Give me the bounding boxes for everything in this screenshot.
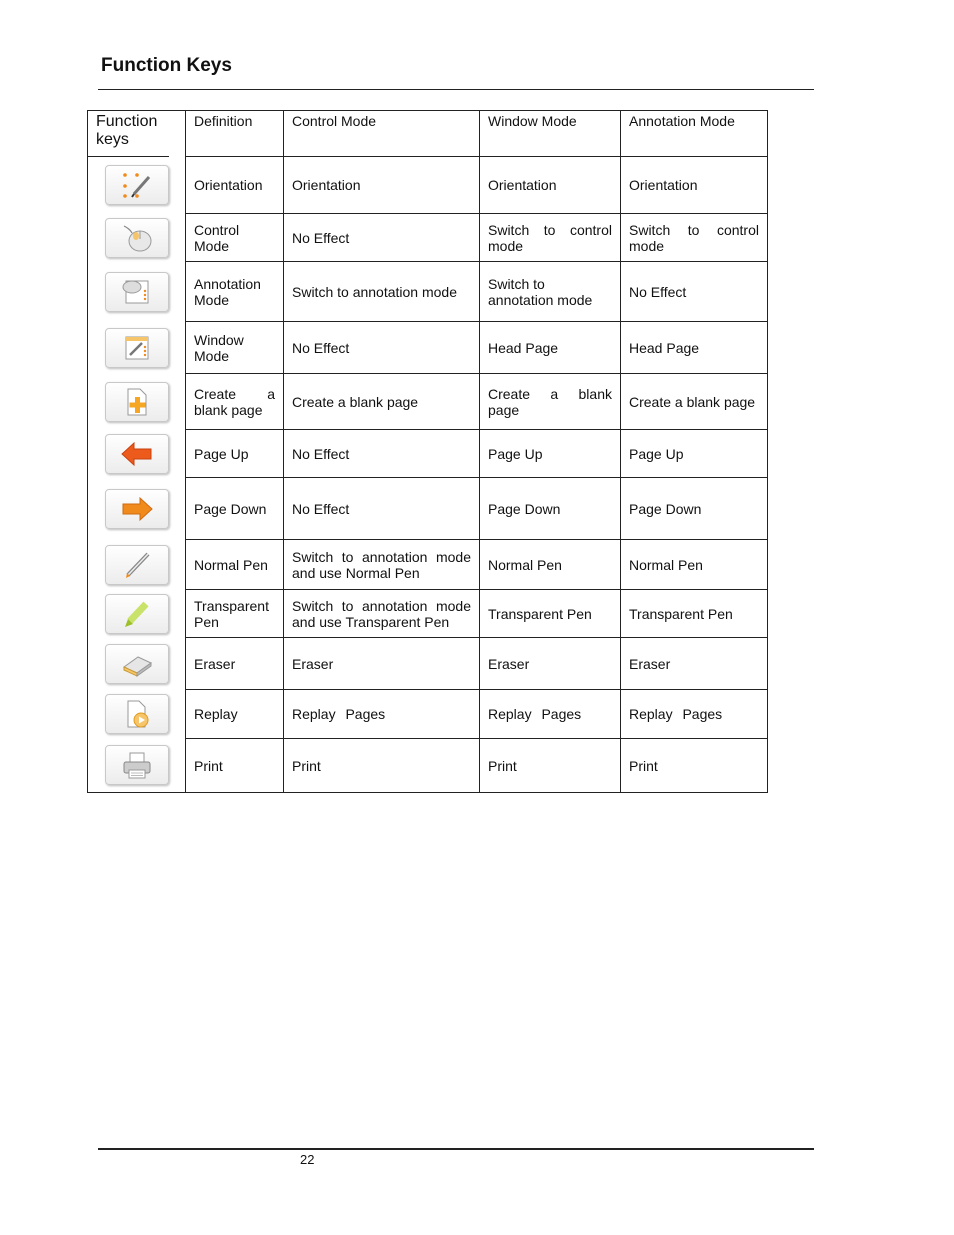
table-row [88,590,768,638]
create-page-icon [120,387,154,417]
table-row [88,157,768,214]
normal-pen-icon [120,550,154,580]
function-key-cell [88,540,186,590]
cell-annotation-mode: Transparent Pen [621,590,768,638]
cell-control-mode: Replay Pages [284,690,480,739]
table-row [88,214,768,262]
cell-control-mode: Switch to annotation mode and use Normal Pen [284,540,480,590]
cell-definition: Page Up [186,430,284,478]
orientation-button[interactable] [105,165,169,205]
header-function-keys: Function keys [88,111,186,157]
cell-definition: Normal Pen [186,540,284,590]
window-mode-button[interactable] [105,328,169,368]
page-up-button[interactable] [105,434,169,474]
function-key-cell [88,638,186,690]
table-row [88,540,768,590]
header-annotation-mode: Annotation Mode [621,111,768,157]
eraser-button[interactable] [105,644,169,684]
cell-definition: Replay [186,690,284,739]
function-key-cell [88,157,186,214]
cell-annotation-mode: Head Page [621,322,768,374]
replay-button[interactable] [105,694,169,734]
cell-control-mode: Print [284,739,480,793]
cell-annotation-mode: Create a blank page [621,374,768,430]
cell-definition: Print [186,739,284,793]
cell-annotation-mode: Replay Pages [621,690,768,739]
cell-control-mode: No Effect [284,430,480,478]
page-down-button[interactable] [105,489,169,529]
cell-annotation-mode: Orientation [621,157,768,214]
table-header-row [88,111,768,157]
function-key-cell [88,374,186,430]
function-key-cell [88,322,186,374]
page-title: Function Keys [101,55,232,76]
cell-control-mode: No Effect [284,214,480,262]
function-key-cell [88,690,186,739]
table-row [88,690,768,739]
cell-window-mode: Page Down [480,478,621,540]
function-key-cell [88,478,186,540]
table-row [88,638,768,690]
orientation-icon [120,170,154,200]
table-row [88,739,768,793]
cell-control-mode: Switch to annotation mode [284,262,480,322]
table-row [88,262,768,322]
cell-window-mode: Replay Pages [480,690,621,739]
cell-annotation-mode: Print [621,739,768,793]
create-page-button[interactable] [105,382,169,422]
cell-control-mode: Orientation [284,157,480,214]
cell-annotation-mode: Eraser [621,638,768,690]
transparent-pen-icon [120,599,154,629]
cell-annotation-mode: No Effect [621,262,768,322]
control-mode-button[interactable] [105,218,169,258]
table-row [88,430,768,478]
cell-definition: Window Mode [186,322,284,374]
cell-definition: Control Mode [186,214,284,262]
cell-control-mode: Switch to annotation mode and use Transparent Pen [284,590,480,638]
cell-annotation-mode: Page Up [621,430,768,478]
function-keys-table [87,110,768,793]
page-down-icon [120,494,154,524]
header-control-mode: Control Mode [284,111,480,157]
replay-icon [120,699,154,729]
print-icon [120,750,154,780]
cell-control-mode: No Effect [284,322,480,374]
cell-definition: Eraser [186,638,284,690]
control-mode-icon [120,223,154,253]
cell-control-mode: Create a blank page [284,374,480,430]
cell-window-mode: Create a blank page [480,374,621,430]
footer-rule [98,1148,814,1150]
eraser-icon [120,649,154,679]
page-up-icon [120,439,154,469]
normal-pen-button[interactable] [105,545,169,585]
cell-window-mode: Transparent Pen [480,590,621,638]
cell-definition: Annotation Mode [186,262,284,322]
table-row [88,478,768,540]
annotation-mode-icon [120,277,154,307]
annotation-mode-button[interactable] [105,272,169,312]
function-key-cell [88,430,186,478]
function-key-cell [88,590,186,638]
header-window-mode: Window Mode [480,111,621,157]
header-rule [98,89,814,90]
cell-window-mode: Normal Pen [480,540,621,590]
cell-window-mode: Print [480,739,621,793]
cell-control-mode: Eraser [284,638,480,690]
table-row [88,322,768,374]
cell-window-mode: Switch to annotation mode [480,262,621,322]
cell-definition: Transparent Pen [186,590,284,638]
function-key-cell [88,214,186,262]
cell-window-mode: Page Up [480,430,621,478]
header-definition: Definition [186,111,284,157]
window-mode-icon [120,333,154,363]
cell-annotation-mode: Switch to control mode [621,214,768,262]
function-key-cell [88,739,186,793]
table-row [88,374,768,430]
cell-definition: Orientation [186,157,284,214]
transparent-pen-button[interactable] [105,594,169,634]
cell-window-mode: Orientation [480,157,621,214]
cell-control-mode: No Effect [284,478,480,540]
print-button[interactable] [105,745,169,785]
cell-annotation-mode: Normal Pen [621,540,768,590]
cell-window-mode: Head Page [480,322,621,374]
cell-annotation-mode: Page Down [621,478,768,540]
page-number: 22 [300,1152,315,1167]
cell-window-mode: Switch to control mode [480,214,621,262]
cell-definition: Create a blank page [186,374,284,430]
function-key-cell [88,262,186,322]
cell-definition: Page Down [186,478,284,540]
cell-window-mode: Eraser [480,638,621,690]
